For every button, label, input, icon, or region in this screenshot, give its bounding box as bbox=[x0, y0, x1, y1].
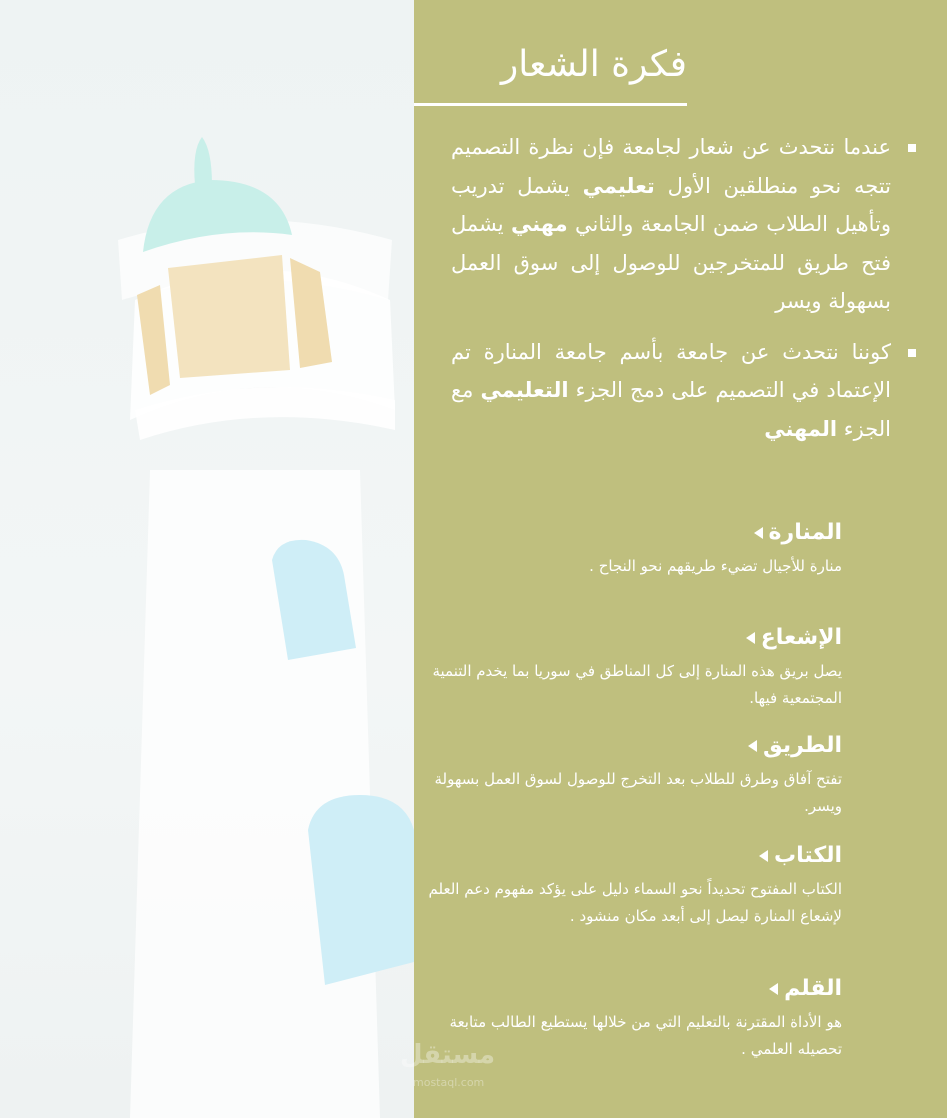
watermark-url: mostaql.com bbox=[413, 1076, 485, 1089]
section-title: المنارة bbox=[768, 520, 842, 545]
section-title: الطريق bbox=[762, 733, 842, 758]
bullet-icon bbox=[908, 349, 916, 357]
section-body: الكتاب المفتوح تحديداً نحو السماء دليل على يؤكد مفهوم دعم العلم لإشعاع المنارة ليصل إلى أبعد مكان منشود . bbox=[428, 880, 842, 925]
section-title: القلم bbox=[784, 976, 842, 1001]
lighthouse-icon bbox=[0, 0, 414, 1118]
section-road bbox=[422, 733, 842, 820]
section-body: تفتح آفاق وطرق للطلاب بعد التخرج للوصول لسوق العمل بسهولة ويسر. bbox=[434, 770, 842, 815]
intro-list bbox=[451, 128, 891, 460]
lighthouse-illustration bbox=[0, 0, 414, 1118]
arrow-left-icon bbox=[769, 983, 778, 995]
section-header bbox=[422, 976, 842, 1001]
section-header bbox=[422, 520, 842, 545]
arrow-left-icon bbox=[748, 740, 757, 752]
section-header bbox=[422, 843, 842, 868]
intro-item: عندما نتحدث عن شعار لجامعة فإن نظرة التصميم تتجه نحو منطلقين الأول تعليمي يشمل تدريب وتأهيل الطلاب ضمن الجامعة والثاني مهني يشمل فتح طريق للمتخرجين للوصول إلى سوق العمل بسهولة ويسر bbox=[451, 128, 891, 321]
section-lighthouse bbox=[422, 520, 842, 580]
section-body: يصل بريق هذه المنارة إلى كل المناطق في سوريا بما يخدم التنمية المجتمعية فيها. bbox=[432, 662, 842, 707]
arrow-left-icon bbox=[754, 527, 763, 539]
section-body: هو الأداة المقترنة بالتعليم التي من خلالها يستطيع الطالب متابعة تحصيله العلمي . bbox=[449, 1013, 842, 1058]
content-panel bbox=[414, 0, 947, 1118]
page-title: فكرة الشعار bbox=[500, 44, 687, 85]
intro-item: كوننا نتحدث عن جامعة بأسم جامعة المنارة تم الإعتماد في التصميم على دمج الجزء التعليمي مع الجزء المهني bbox=[451, 333, 891, 449]
section-title: الكتاب bbox=[774, 843, 842, 868]
section-radiance bbox=[422, 625, 842, 712]
title-underline bbox=[414, 103, 687, 106]
section-header bbox=[422, 733, 842, 758]
watermark-logo: مستقل bbox=[400, 1040, 496, 1070]
arrow-left-icon bbox=[746, 632, 755, 644]
section-body: منارة للأجيال تضيء طريقهم نحو النجاح . bbox=[589, 557, 842, 575]
section-book bbox=[422, 843, 842, 930]
arrow-left-icon bbox=[759, 850, 768, 862]
section-title: الإشعاع bbox=[760, 625, 842, 650]
bullet-icon bbox=[908, 144, 916, 152]
section-header bbox=[422, 625, 842, 650]
